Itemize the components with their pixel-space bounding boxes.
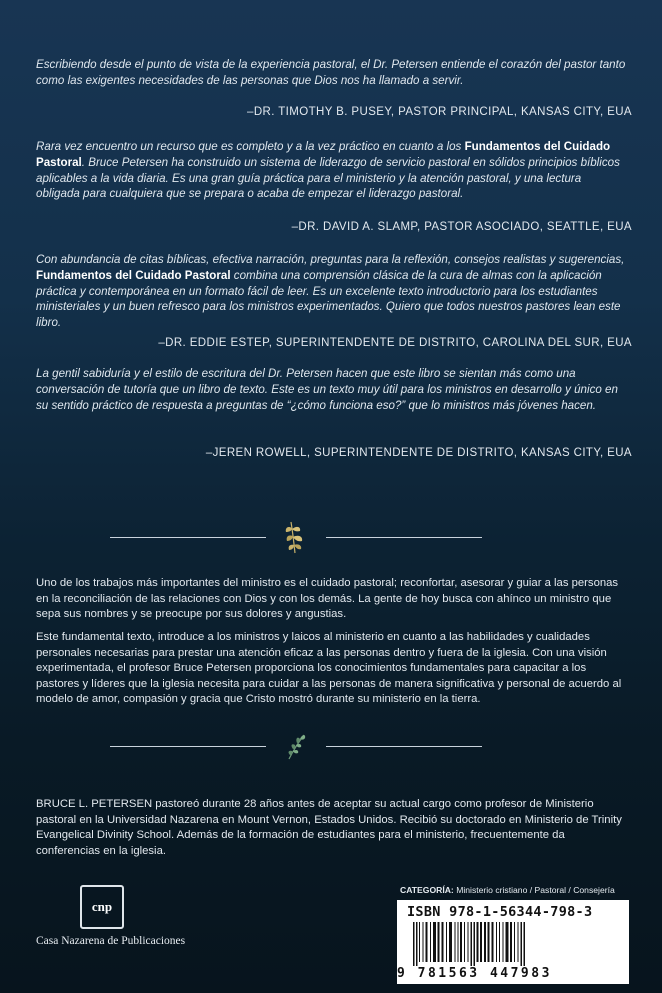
barcode-bar: [506, 922, 509, 962]
barcode-bar: [524, 922, 526, 966]
barcode-bar: [416, 922, 418, 966]
category-line: [400, 885, 615, 895]
quote-text: La gentil sabiduría y el estilo de escritura del Dr. Petersen hacen que este libro se sientan más como una conversación de tutoría que un libro de texto. Este es un texto muy útil para los ministros en desarrollo y único en su sentido práctico de respuesta a preguntas de “¿cómo funciona eso?” que lo ministros más jóvenes hacen.: [36, 367, 618, 412]
barcode-bar: [413, 922, 415, 966]
barcode-bar: [496, 922, 497, 962]
barcode-bar: [446, 922, 447, 962]
endorsement-attribution-2: –DR. DAVID A. SLAMP, PASTOR ASOCIADO, SEATTLE, EUA: [291, 221, 632, 233]
barcode-bar: [471, 922, 473, 966]
leaf-ornament-icon: [284, 520, 306, 554]
publisher-name: Casa Nazarena de Publicaciones: [36, 935, 186, 947]
endorsement-attribution-1: –DR. TIMOTHY B. PUSEY, PASTOR PRINCIPAL, KANSAS CITY, EUA: [247, 106, 632, 118]
barcode-bar: [480, 922, 482, 962]
publisher-logo-icon: [80, 885, 124, 929]
barcode-bar: [484, 922, 486, 962]
barcode-bar: [521, 922, 523, 966]
endorsement-quote-3: [36, 252, 626, 331]
isbn-text: ISBN 978-1-56344-798-3: [407, 904, 593, 920]
barcode-bar: [499, 922, 500, 962]
barcode-bar: [426, 922, 428, 962]
publisher-block: [36, 885, 185, 947]
barcode-bar: [430, 922, 431, 962]
barcode-bar: [455, 922, 456, 962]
endorsement-quote-4: [36, 366, 626, 413]
barcode-bar: [518, 922, 519, 962]
book-title-emphasis: Fundamentos del Cuidado Pastoral: [36, 268, 231, 282]
divider-line-left-2: [110, 746, 266, 747]
book-title-emphasis: Fundamentos del Cuidado Pastoral: [36, 140, 611, 169]
barcode-bar: [503, 922, 504, 962]
barcode-bar: [433, 922, 436, 962]
endorsement-quote-2: [36, 139, 626, 202]
divider-line-right: [326, 537, 482, 538]
divider-line-right-2: [326, 746, 482, 747]
quote-text: combina una comprensión clásica de la cura de almas con la aplicación práctica y contemporánea en un formato fácil de leer. Es un excelente texto introductorio para los estudiantes ministeriales y un buen refresco para los ministros experimentados. Quiero que todos nuestros pastores lean este libro.: [36, 268, 621, 330]
barcode-bar: [458, 922, 459, 962]
quote-text: . Bruce Petersen ha construido un sistema de liderazgo de servicio pastoral en sólidos principios bíblicos aplicables a la vida diaria. Es una gran guía práctica para el ministerio y la atención pastoral, y una lectura obligada para cualquiera que se prepara o acaba de empezar el liderazgo pastoral.: [36, 155, 620, 201]
description-paragraph-1: Uno de los trabajos más importantes del ministro es el cuidado pastoral; reconfortar, asesorar y guiar a las personas en la reconciliación de las relaciones con Dios y con los demás. La gente de hoy busca con ahínco un ministro que sepa sus nombres y se preocupe por sus dolores y angustias.: [36, 577, 619, 621]
endorsement-quote-1: [36, 57, 626, 89]
barcode-bar: [423, 922, 424, 962]
barcode-digits: 9 781563 447983: [397, 966, 552, 981]
quote-text: Escribiendo desde el punto de vista de la experiencia pastoral, el Dr. Petersen entiende el corazón del pastor tanto como las exigentes necesidades de las personas que Dios nos ha llamado a servir.: [36, 58, 626, 87]
category-value: Ministerio cristiano / Pastoral / Consejería: [456, 885, 615, 895]
barcode-bar: [438, 922, 440, 962]
barcode-bar: [419, 922, 420, 962]
endorsement-attribution-3: –DR. EDDIE ESTEP, SUPERINTENDENTE DE DISTRITO, CAROLINA DEL SUR, EUA: [158, 337, 632, 349]
author-bio: BRUCE L. PETERSEN pastoreó durante 28 años antes de aceptar su actual cargo como profesor de Ministerio pastoral en la Universidad Nazarena en Mount Vernon, Estados Unidos. Recibió su doctorado en Ministerio de Trinity Evangelical Divinity School. Además de la formación de estudiantes para el ministerio, frecuentemente da conferencias en la iglesia.: [36, 798, 622, 857]
barcode-bar: [474, 922, 476, 966]
barcode-bar: [460, 922, 462, 962]
category-label: CATEGORÍA:: [400, 885, 454, 895]
barcode-bar: [464, 922, 465, 962]
quote-text: Con abundancia de citas bíblicas, efectiva narración, preguntas para la reflexión, consejos realistas y sugerencias,: [36, 253, 625, 266]
endorsement-attribution-4: –JEREN ROWELL, SUPERINTENDENTE DE DISTRITO, KANSAS CITY, EUA: [205, 447, 632, 459]
barcode-bar: [510, 922, 512, 962]
leaf-ornament-icon-2: [285, 732, 307, 762]
description-paragraph-2: Este fundamental texto, introduce a los ministros y laicos al ministerio en cuanto a las habilidades y cualidades personales necesarias para prestar una atención eficaz a las personas dentro y fuera de la iglesia. Con una visión experimentada, el profesor Bruce Petersen proporciona los conocimientos fundamentales para capacitar a los pastores y líderes que la iglesia necesita para cuidar a las personas de manera significativa y personal de acuerdo al modelo de amor, compasión y gracia que Cristo mostró durante su ministerio en la tierra.: [36, 631, 622, 706]
barcode-bar: [514, 922, 515, 962]
barcode-bar: [442, 922, 444, 962]
divider-line-left: [110, 537, 266, 538]
barcode-bar: [492, 922, 494, 962]
barcode-bars: [413, 922, 613, 966]
quote-text: Rara vez encuentro un recurso que es completo y a la vez práctico en cuanto a los: [36, 140, 465, 153]
barcode-bar: [449, 922, 452, 962]
barcode-panel: [397, 900, 629, 984]
barcode-bar: [488, 922, 490, 962]
barcode-bar: [468, 922, 469, 962]
barcode-bar: [477, 922, 479, 962]
publisher-logo-text: cnp: [91, 899, 113, 914]
